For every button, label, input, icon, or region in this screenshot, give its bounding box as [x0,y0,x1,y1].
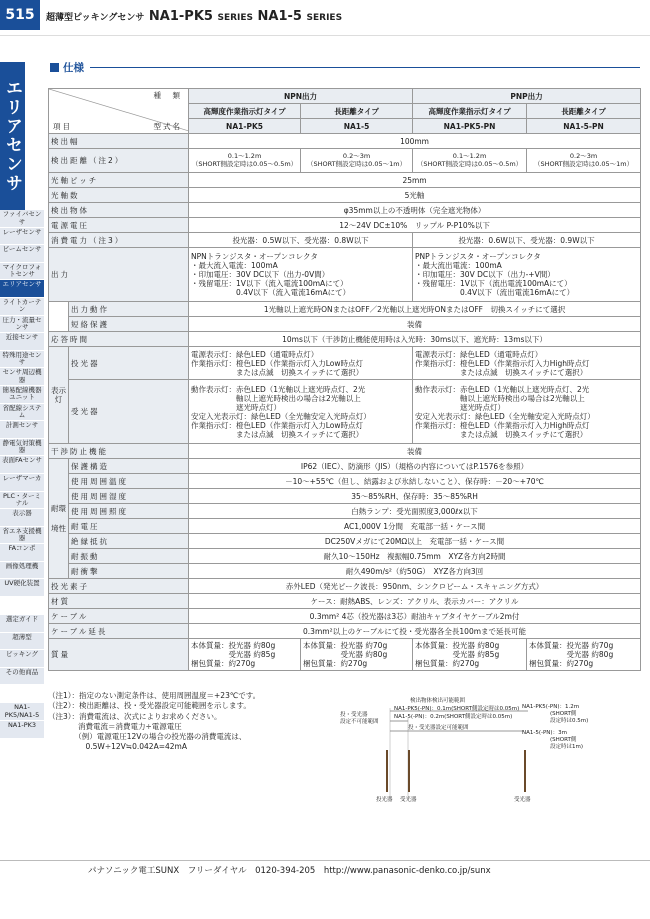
sidebar-item-17[interactable]: 表示器 [0,509,44,527]
sidebar-item-29[interactable]: NA1-PK3 [0,721,44,739]
sidebar-item-13[interactable]: 静電気対策機器 [0,439,44,457]
page-footer [0,860,650,882]
category-sidebar [0,62,44,739]
sidebar-item-9[interactable]: センサ周辺機器 [0,368,44,386]
sidebar-item-18[interactable]: 省エネ支援機器 [0,527,44,545]
sidebar-item-4[interactable]: エリアセンサ [0,280,44,298]
sidebar-item-27 [0,685,44,703]
sidebar-item-28[interactable]: NA1-PK5/NA1-5 [0,703,44,721]
sidebar-item-22 [0,597,44,615]
sidebar-item-5[interactable]: ライトカーテン [0,298,44,316]
header-corner: 種 類 項目 型式名 [49,89,189,134]
sidebar-item-19[interactable]: FAコンポ [0,544,44,562]
sidebar-item-20[interactable]: 画像処理機 [0,562,44,580]
model-na1-pk5-pn: NA1-PK5-PN [413,119,527,134]
sidebar-item-11[interactable]: 省配線システム [0,404,44,422]
footer-contact: パナソニック電工SUNX フリーダイヤル 0120-394-205 http://www.panasonic-denko.co.jp/sunx [88,866,491,876]
receiver-bar-far [524,750,526,792]
sidebar-item-3[interactable]: マイクロフォトセンサ [0,263,44,281]
page-header [0,0,650,36]
model-na1-5-pn: NA1-5-PN [527,119,641,134]
sidebar-item-2[interactable]: ビームセンサ [0,245,44,263]
detection-range-figure: 検出物体検出可能範囲 NA1-PK5(-PN)：0.1m(SHORT側設定時は0.05m) NA1-5(-PN)：0.2m(SHORT側設定時は0.05m) 投・受光器 設定不可能範囲 投・受光器設定可能範囲 NA1-PK5(-PN)：1.2m (SHORT側 設定時は0.5m) NA1-5(-PN)：3m (SHORT側 設定時は1m) 投光器 受光器 受光器 [338,698,638,808]
section-heading [50,60,640,75]
page-number: 515 [0,0,40,30]
receiver-bar-near [408,750,410,792]
model-na1-pk5: NA1-PK5 [189,119,301,134]
sidebar-item-14[interactable]: 表面FAセンサ [0,456,44,474]
range-arrows [338,698,638,808]
footnotes: （注1）：指定のない測定条件は、使用周囲温度＝+23℃です。 （注2）：検出距離は、投・受光器設定可能範囲を示します。 （注3）：消費電流は、次式によりお求めください。 消費電流＝消費電力÷電源電圧 （例）電源電圧12Vの場合の投光器の消費電流は、 0.5W÷12V≒0.042A=42mA [48,691,261,752]
npn-output-header: NPN出力 [189,89,413,104]
sidebar-item-26[interactable]: その他商品 [0,668,44,686]
section-divider [90,67,640,68]
sidebar-item-10[interactable]: 簡易配線機器ユニット [0,386,44,404]
model-na1-5: NA1-5 [301,119,413,134]
sidebar-item-1[interactable]: レーザセンサ [0,228,44,246]
spec-table: 種 類 項目 型式名 NPN出力 PNP出力 高輝度作業指示灯タイプ 長距離タイプ 高輝度作業指示灯タイプ 長距離タイプ NA1-PK5 NA1-5 NA1-PK5-PN NA1-5-PN 検出幅 100mm 検出距離（注2） 0.1～1.2m （SHORT側設定時は0.05～0.5m） 0.2～3m （SHORT側設定時は0.05～1m） 0.1～1.2m （SHORT側設定時は0.05～0.5m） 0.2～3m （SHORT側設定時は0.05～1m） 光軸ピッチ 25mm 光軸数 5光軸 検出物体 φ35mm以上の不透明体（完全遮光物体） 電源電圧 12～24V DC±10% リップル P-P10%以下 消費電力（注3） 投光器：0.5W以下、受光器：0.8W以下 投光器：0.6W以下、受光器：0.9W以下 出力 NPNトランジスタ・オープンコレクタ ・最大流入電流：100mA ・印加電圧：30V DC以下（出力-0V間） ・残留電圧：1V以下（流入電流100mAにて） 0.4V以下（流入電流16mAにて） PNPトランジスタ・オープンコレクタ ・最大流出電流：100mA ・印加電圧：30V DC以下（出力-+V間） ・残留電圧：1V以下（流出電流100mAにて） 0.4V以下（流出電流16mAにて） 出力動作 1光軸以上遮光時ONまたはOFF／2光軸以上遮光時ONまたはOFF 切換スイッチにて選択 短絡保護 装備 応答時間 10ms以下（干渉防止機能使用時は入光時：30ms以下、遮光時：13ms以下） 表示灯 投光器 電源表示灯：緑色LED（通電時点灯） 作業指示灯：橙色LED（作業指示灯入力Low時点灯 または点滅 切換スイッチにて選択） 電源表示灯：緑色LED（通電時点灯） 作業指示灯：橙色LED（作業指示灯入力High時点灯 または点滅 切換スイッチにて選択） 受光器 動作表示灯：赤色LED（1光軸以上遮光時点灯、2光 軸以上遮光時検出の場合は2光軸以上 遮光時点灯） 安定入光表示灯：緑色LED（全光軸安定入光時点灯） 作業指示灯：橙色LED（作業指示灯入力Low時点灯 または点滅 切換スイッチにて選択） 動作表示灯：赤色LED（1光軸以上遮光時点灯、2光 軸以上遮光時検出の場合は2光軸以上 遮光時点灯） 安定入光表示灯：緑色LED（全光軸安定入光時点灯） 作業指示灯：橙色LED（作業指示灯入力High時点灯 または点滅 切換スイッチにて選択） 干渉防止機能 装備 耐環境性 保護構造 IP62（IEC）、防滴形（JIS）（規格の内容についてはP.1576を参照） 使用周囲温度 －10～+55℃（但し、結露および氷結しないこと）、保存時：－20～+70℃ 使用周囲湿度 35～85%RH、保存時：35～85%RH 使用周囲照度 白熱ランプ：受光面照度3,000ℓx以下 耐電圧 AC1,000V 1分間 充電部一括・ケース間 絶縁抵抗 DC250Vメガにて20MΩ以上 充電部一括・ケース間 耐振動 耐久10～150Hz 複振幅0.75mm XYZ各方向2時間 耐衝撃 耐久490m/s²（約50G） XYZ各方向3回 投光素子 赤外LED（発光ピーク波長：950nm、シンクロビーム・スキャニング方式） 材質 ケース：耐熱ABS、レンズ：アクリル、表示カバー：アクリル ケーブル 0.3mm² 4芯（投光器は3芯）耐油キャブタイヤケーブル2m付 ケーブル延長 0.3mm²以上のケーブルにて投・受光器各全長100mまで延長可能 質量 本体質量：投光器 約80g 受光器 約85g 梱包質量：約270g 本体質量：投光器 約70g 受光器 約80g 梱包質量：約270g 本体質量：投光器 約80g 受光器 約85g 梱包質量：約270g 本体質量：投光器 約70g 受光器 約80g 梱包質量：約270g [48,88,641,671]
sidebar-item-12[interactable]: 計測センサ [0,421,44,439]
series-title: 超薄型ピッキングセンサ NA1-PK5 SERIES NA1-5 SERIES [46,9,343,24]
emitter-bar [386,750,388,792]
sidebar-item-25[interactable]: ピッキング [0,650,44,668]
sidebar-current-category: エリアセンサ [0,62,25,210]
sidebar-item-8[interactable]: 特殊用途センサ [0,351,44,369]
sidebar-item-7[interactable]: 近接センサ [0,333,44,351]
section-square-icon [50,63,59,72]
section-title: 仕様 [63,62,84,74]
sidebar-item-16[interactable]: PLC・ターミナル [0,492,44,510]
sidebar-item-0[interactable]: ファイバセンサ [0,210,44,228]
sidebar-item-24[interactable]: 超薄型 [0,633,44,651]
sidebar-item-6[interactable]: 圧力・流量センサ [0,316,44,334]
pnp-output-header: PNP出力 [413,89,641,104]
sidebar-item-15[interactable]: レーザマーカ [0,474,44,492]
sidebar-item-23[interactable]: 選定ガイド [0,615,44,633]
sidebar-item-21[interactable]: UV硬化装置 [0,579,44,597]
